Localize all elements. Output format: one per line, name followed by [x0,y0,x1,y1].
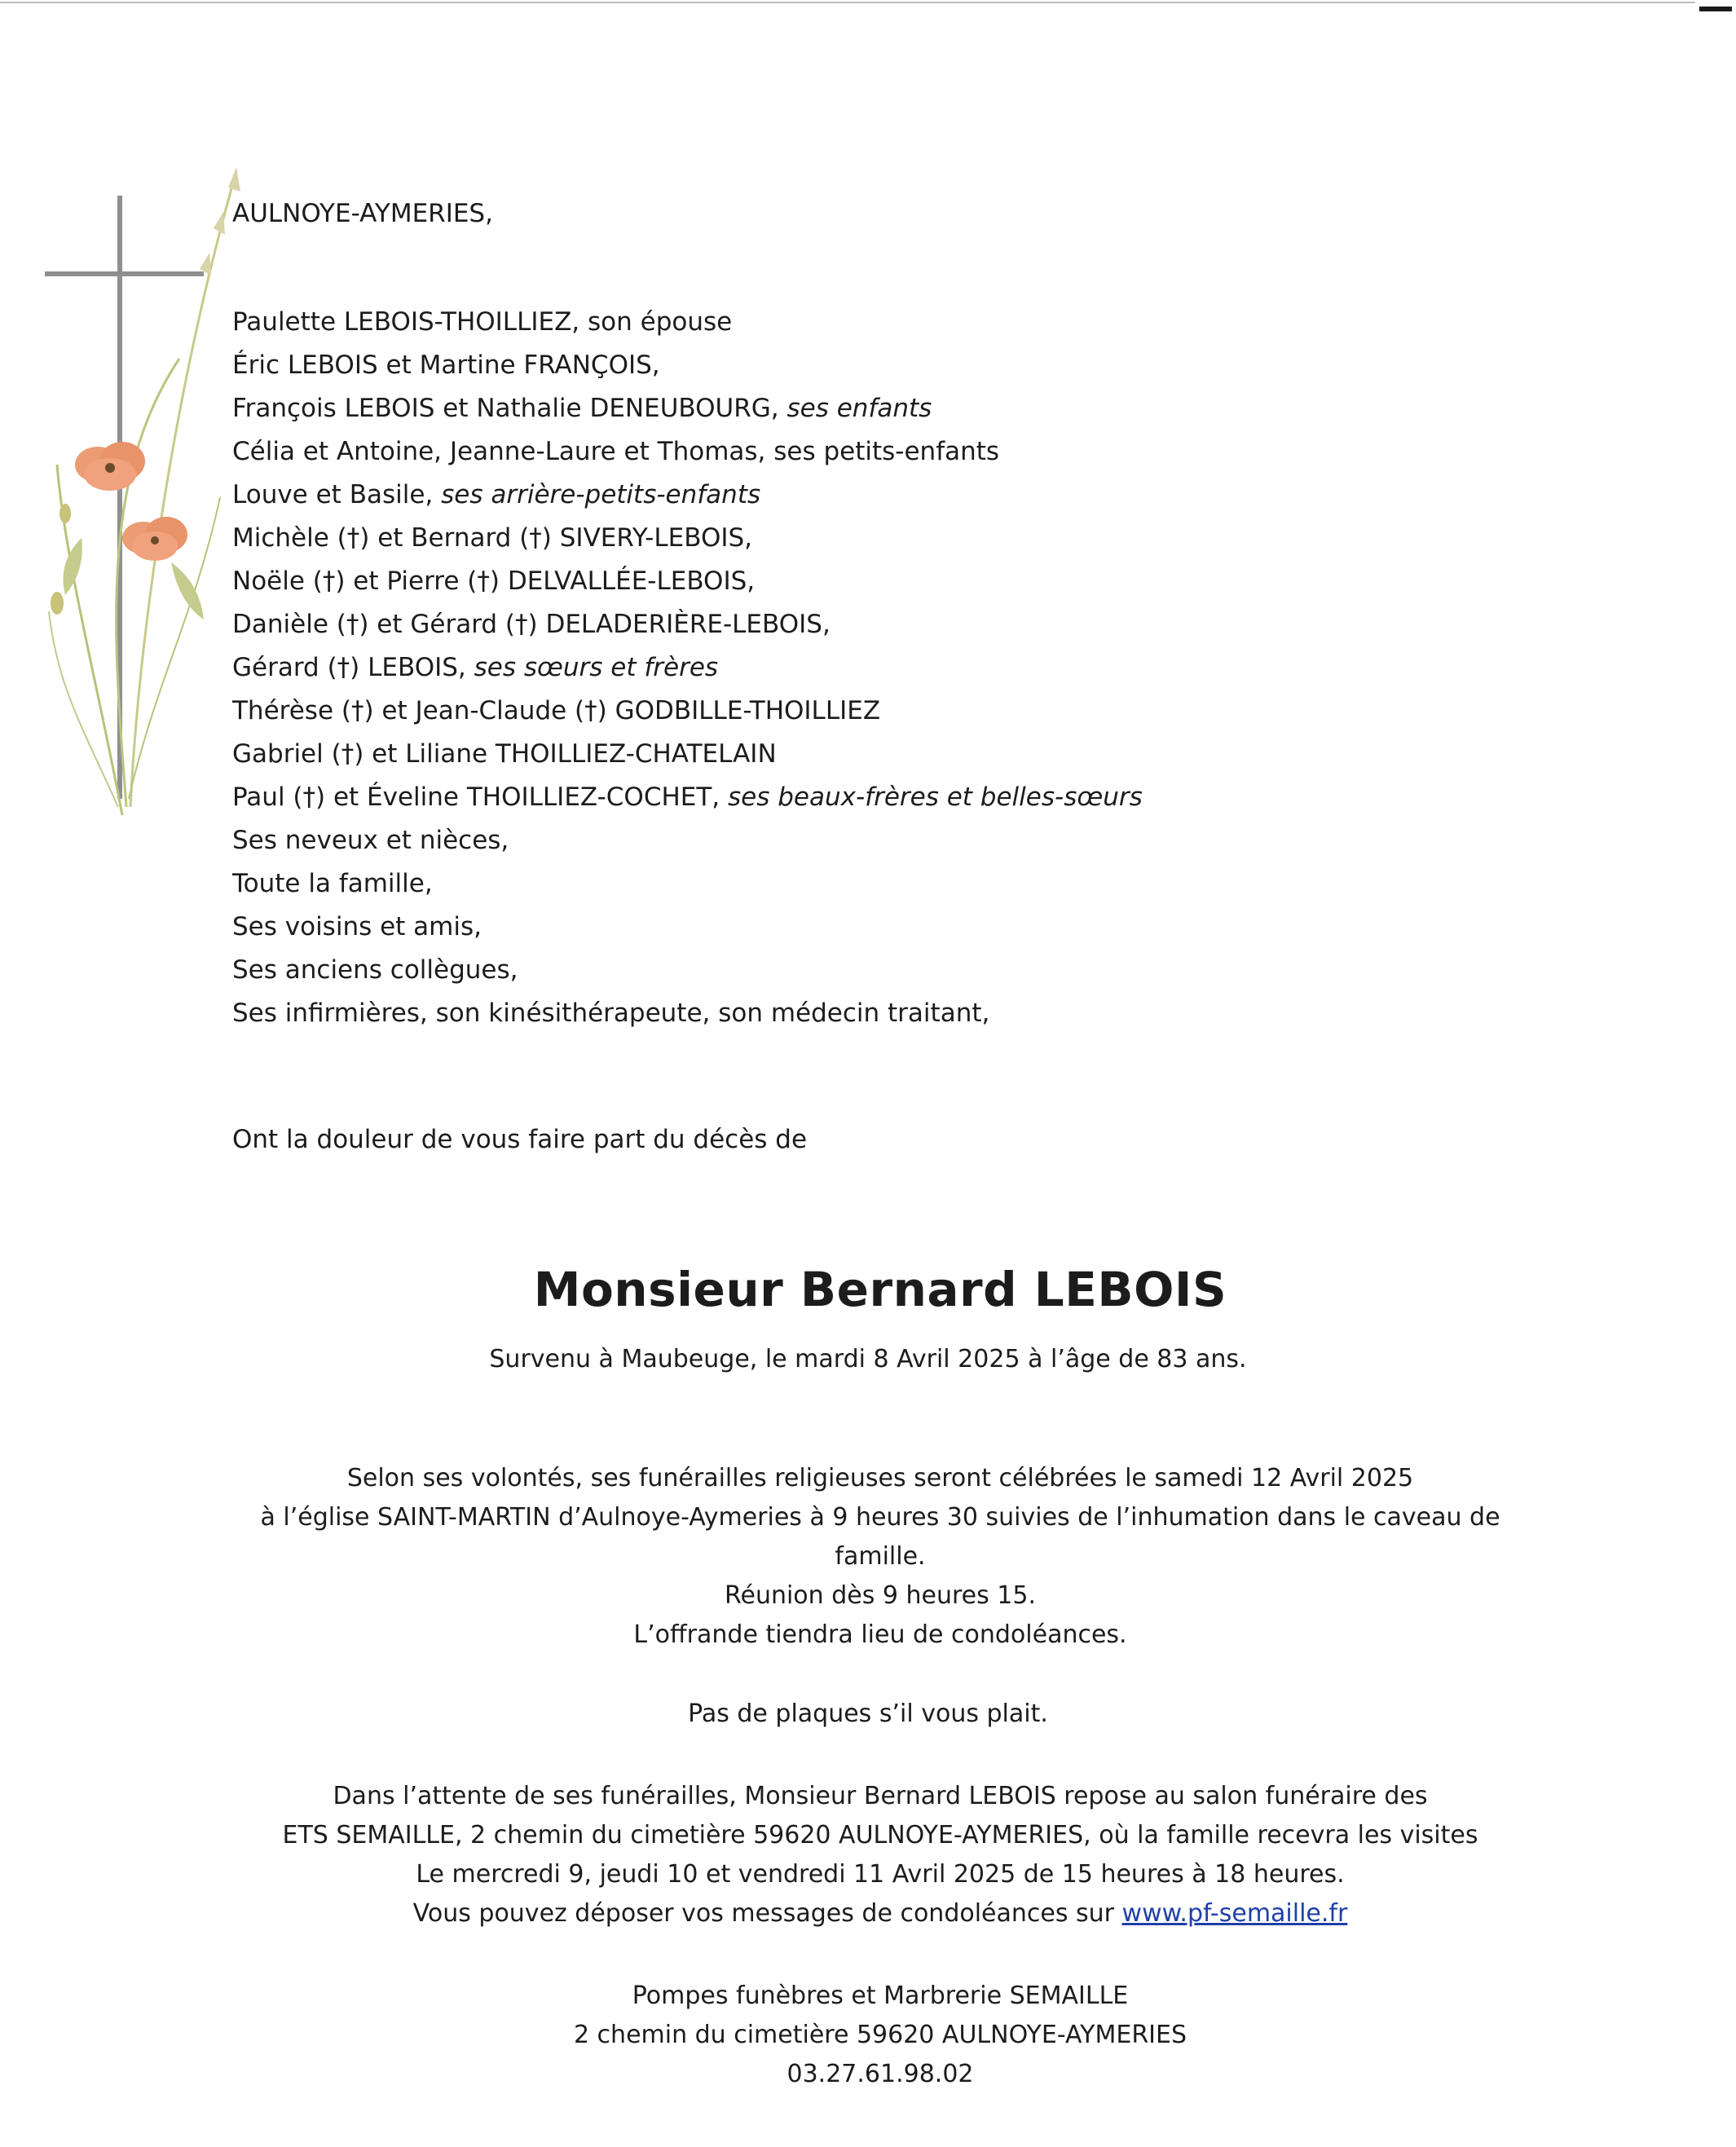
condolences-text: Vous pouvez déposer vos messages de condoléances sur [412,1899,1122,1928]
family-list [232,192,1455,1035]
funeral-line: Selon ses volontés, ses funérailles religieuses seront célébrées le samedi 12 Avril 2025 [346,1464,1414,1492]
visits-line: Le mercredi 9, jeudi 10 et vendredi 11 Avril 2025 de 15 heures à 18 heures. [416,1860,1345,1889]
family-line: Toute la famille, [232,869,433,898]
visits-line: Dans l’attente de ses funérailles, Monsieur Bernard LEBOIS repose au salon funéraire des [333,1782,1428,1810]
family-line: François LEBOIS et Nathalie DENEUBOURG, ses enfants [232,394,932,423]
visits-details [0,1777,1736,1933]
family-line: Ses anciens collègues, [232,955,518,985]
top-border-line [0,2,1695,3]
family-line: Ses neveux et nièces, [232,826,509,855]
family-line: Paulette LEBOIS-THOILLIEZ, son épouse [232,307,733,337]
visits-line [24,1894,1736,1933]
visits-line: ETS SEMAILLE, 2 chemin du cimetière 59620 AULNOYE-AYMERIES, où la famille recevra les visites [282,1821,1478,1849]
family-line: Gérard (†) LEBOIS, ses sœurs et frères [232,653,719,682]
cross-poppies-icon [33,155,245,848]
family-line: Danièle (†) et Gérard (†) DELADERIÈRE-LEBOIS, [232,610,831,639]
funeral-line: à l’église SAINT-MARTIN d’Aulnoye-Aymeries à 9 heures 30 suivies de l’inhumation dans le caveau de [260,1503,1500,1532]
announcement-text: Ont la douleur de vous faire part du décès de [232,1125,808,1154]
family-line: Éric LEBOIS et Martine FRANÇOIS, [232,350,660,380]
deceased-name: Monsieur Bernard LEBOIS [533,1262,1227,1317]
funeral-line: L’offrande tiendra lieu de condoléances. [633,1620,1127,1649]
family-line: Louve et Basile, ses arrière-petits-enfants [232,480,761,509]
family-line: Michèle (†) et Bernard (†) SIVERY-LEBOIS, [232,523,753,553]
company-phone: 03.27.61.98.02 [786,2060,974,2088]
family-line: Thérèse (†) et Jean-Claude (†) GODBILLE-THOILLIEZ [232,696,881,725]
city-heading: AULNOYE-AYMERIES, [232,199,493,228]
death-details: Survenu à Maubeuge, le mardi 8 Avril 2025 à l’âge de 83 ans. [489,1345,1247,1373]
family-line: Gabriel (†) et Liliane THOILLIEZ-CHATELAIN [232,739,777,769]
funeral-details [0,1459,1736,1655]
no-plaques-note: Pas de plaques s’il vous plait. [688,1700,1048,1728]
company-address: 2 chemin du cimetière 59620 AULNOYE-AYMERIES [573,2021,1187,2049]
funeral-line: Réunion dès 9 heures 15. [724,1581,1036,1610]
family-line: Ses voisins et amis, [232,912,482,941]
family-line: Paul (†) et Éveline THOILLIEZ-COCHET, ses beaux-frères et belles-sœurs [232,783,1143,812]
company-name: Pompes funèbres et Marbrerie SEMAILLE [632,1982,1129,2010]
top-corner-mark [1699,7,1732,11]
condolences-link[interactable]: www.pf-semaille.fr [1121,1899,1348,1928]
family-line: Célia et Antoine, Jeanne-Laure et Thomas, ses petits-enfants [232,437,1000,466]
family-line: Noële (†) et Pierre (†) DELVALLÉE-LEBOIS, [232,567,756,596]
family-line: Ses infirmières, son kinésithérapeute, son médecin traitant, [232,999,990,1028]
funeral-line: famille. [835,1542,926,1571]
funeral-home-info [0,1977,1736,2094]
